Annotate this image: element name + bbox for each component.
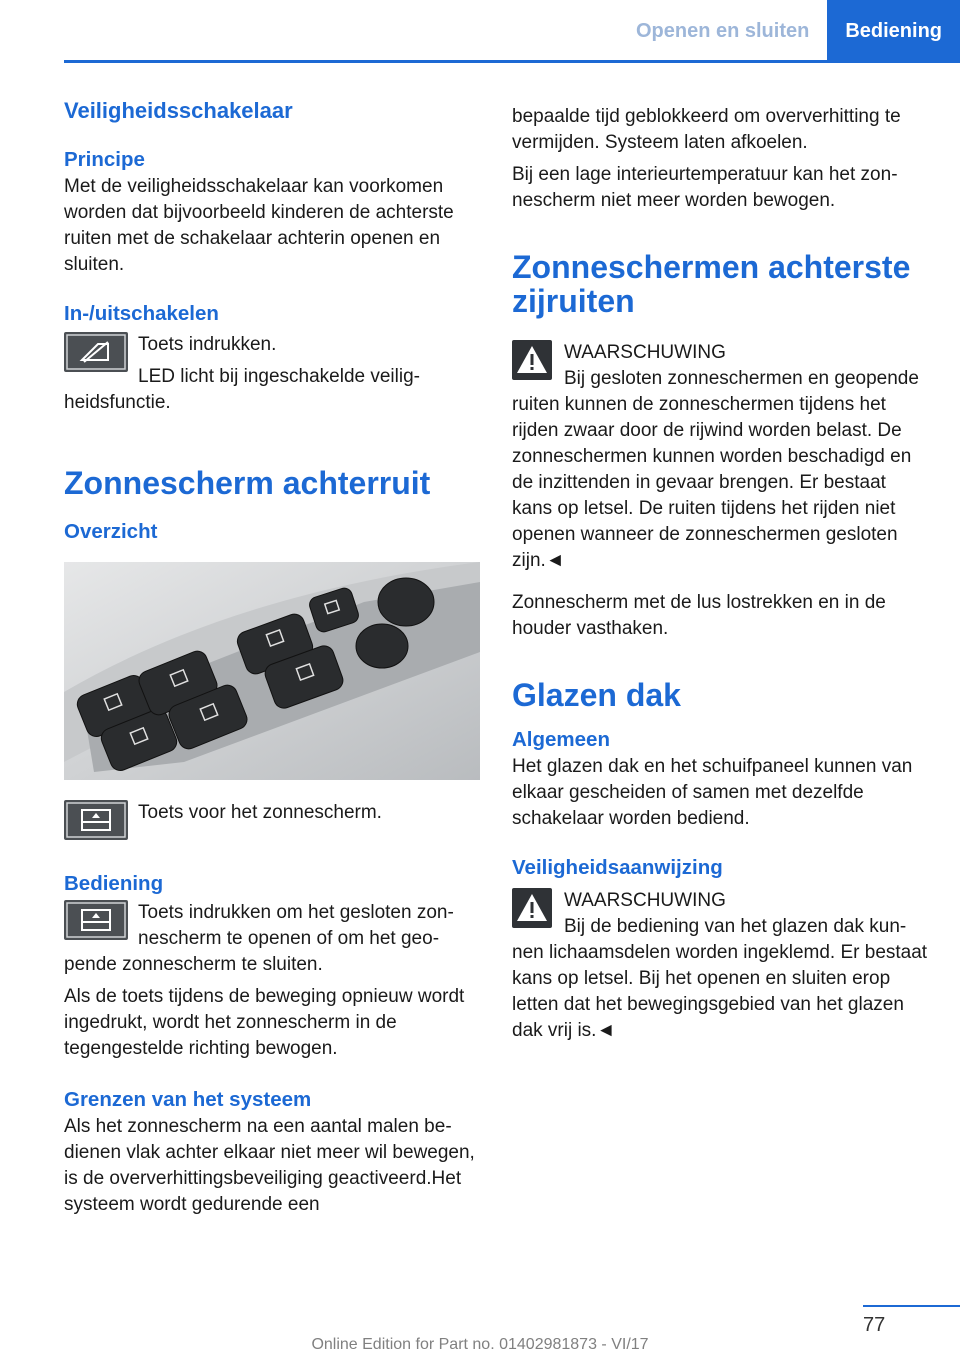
header-tabs: [618, 0, 960, 62]
warning-triangle-icon: [512, 888, 552, 928]
text-grenzen: Als het zonnescherm na een aantal malen bedienen vlak achter elkaar niet meer wil bewegen, is de oververhittingsbeveiliging geactiveerd.Het systeem wordt gedurende een: [64, 1116, 475, 1215]
block-safety-switch: [64, 332, 480, 416]
text-toets-zonnescherm: Toets voor het zonnescherm.: [138, 802, 382, 823]
heading-zonneschermen-zijruiten: Zonneschermen achterste zijruiten: [512, 249, 911, 319]
footer-rule: [863, 1305, 960, 1307]
heading-algemeen: Algemeen: [512, 728, 610, 751]
heading-veiligheidsaanwijzing: Veiligheidsaanwijzing: [512, 856, 723, 879]
text-principe: Met de veiligheidsschakelaar kan voorkomen worden dat bijvoorbeeld kinderen de achterste ruiten met de schakelaar achterin openen en sluiten.: [64, 176, 454, 275]
safety-switch-icon: [64, 332, 128, 372]
text-lus: Zonnescherm met de lus lostrekken en in de houder vasthaken.: [512, 592, 886, 639]
heading-principe: Principe: [64, 148, 145, 171]
warning-title-1: WAARSCHUWING: [564, 342, 726, 363]
left-column: [64, 96, 480, 1218]
warning-text-2: Bij de bediening van het glazen dak kunnen lichaamsdelen worden ingeklemd. Er bestaat kans op letsel. Bij het openen en sluiten erop letten dat het bewegingsgebied van het glazen dak vrij is.◄: [512, 916, 928, 1041]
text-bediening-1: Toets indrukken om het gesloten zonnescherm te openen of om het geopende zonnescherm te sluiten.: [64, 902, 454, 975]
text-led: LED licht bij ingeschakelde veiligheidsfunctie.: [64, 366, 420, 413]
heading-veiligheidsschakelaar: Veiligheidsschakelaar: [64, 98, 293, 123]
header-rule: [64, 60, 960, 63]
right-column: [512, 104, 930, 1044]
warning-triangle-icon: [512, 340, 552, 380]
text-lage-temperatuur: Bij een lage interieurtemperatuur kan het zonnescherm niet meer worden bewogen.: [512, 164, 898, 211]
tab-section: Openen en sluiten: [618, 0, 827, 62]
warning-block-1: [512, 340, 930, 574]
heading-zonnescherm-achterruit: Zonnescherm achterruit: [64, 465, 431, 501]
heading-overzicht: Overzicht: [64, 520, 158, 543]
warning-title-2: WAARSCHUWING: [564, 890, 726, 911]
sunblind-button-icon: [64, 800, 128, 840]
footer-edition: Online Edition for Part no. 01402981873 - VI/17: [311, 1336, 649, 1353]
text-algemeen: Het glazen dak en het schuifpaneel kunnen van elkaar gescheiden of samen met dezelfde schakelaar worden bediend.: [512, 756, 913, 829]
door-switch-panel-photo: [64, 562, 480, 780]
heading-glazen-dak: Glazen dak: [512, 677, 681, 713]
block-sunblind-button: [64, 800, 480, 846]
heading-bediening: Bediening: [64, 872, 164, 895]
heading-grenzen: Grenzen van het systeem: [64, 1088, 312, 1111]
heading-in-uitschakelen: In-/uitschakelen: [64, 302, 219, 325]
text-toets-indrukken: Toets indrukken.: [138, 334, 277, 355]
text-bediening-2: Als de toets tijdens de beweging opnieuw wordt ingedrukt, wordt het zonnescherm in de tegengestelde richting bewogen.: [64, 986, 465, 1059]
page-number: 77: [863, 1314, 886, 1336]
block-bediening: [64, 900, 480, 978]
sunblind-button-icon: [64, 900, 128, 940]
warning-text-1: Bij gesloten zonneschermen en geopende ruiten kunnen de zonneschermen tijdens het rijden zwaar door de rijwind worden belast. De zonneschermen kunnen worden beschadigd en de inzittenden in gevaar brengen. Er bestaat kans op letsel. De ruiten tijdens het rijden niet openen wanneer de zonneschermen gesloten zijn.◄: [512, 368, 919, 571]
warning-block-2: [512, 888, 930, 1044]
tab-chapter: Bediening: [827, 0, 960, 62]
text-vervolg: bepaalde tijd geblokkeerd om oververhitting te vermijden. Systeem laten afkoelen.: [512, 106, 901, 153]
